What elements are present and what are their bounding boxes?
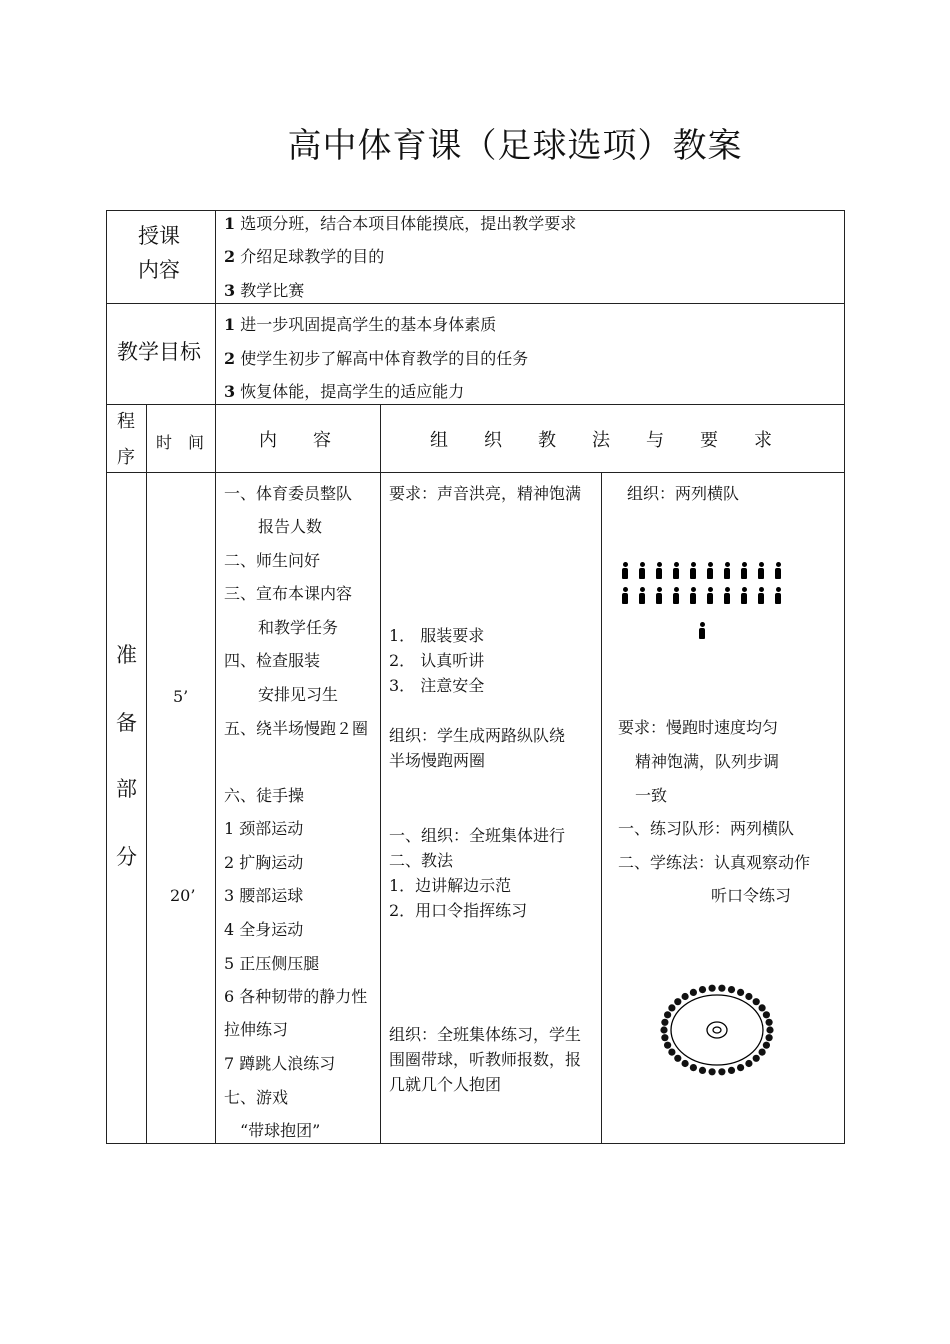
student-dot bbox=[763, 1042, 770, 1049]
method-line: 一、组织：全班集体进行 bbox=[389, 826, 566, 845]
student-icon bbox=[654, 587, 664, 605]
method-line: 1． 服装要求 bbox=[389, 626, 485, 645]
student-icon bbox=[705, 562, 715, 580]
time-value: 5’ bbox=[173, 687, 189, 706]
table-border-right bbox=[844, 210, 845, 1144]
content-line: 1 颈部运动 bbox=[224, 819, 304, 838]
content-line: 二、师生问好 bbox=[224, 551, 321, 570]
content-line: 5 正压侧压腿 bbox=[224, 954, 320, 973]
student-icon bbox=[773, 562, 783, 580]
student-dot bbox=[690, 989, 697, 996]
col-divider bbox=[380, 404, 381, 1144]
formation-row bbox=[620, 562, 790, 582]
content-line: 七、游戏 bbox=[224, 1088, 289, 1107]
content-line: 和教学任务 bbox=[258, 618, 339, 637]
student-dot bbox=[728, 986, 735, 993]
teacher-icon bbox=[697, 622, 707, 640]
section-char: 准 bbox=[116, 643, 137, 667]
row-divider bbox=[106, 472, 845, 473]
content-line: 一、体育委员整队 bbox=[224, 484, 353, 503]
student-dot bbox=[660, 1026, 667, 1033]
student-icon bbox=[688, 562, 698, 580]
section-char: 分 bbox=[116, 845, 137, 869]
time-value: 20’ bbox=[170, 886, 196, 905]
student-dot bbox=[674, 998, 681, 1005]
student-icon bbox=[722, 562, 732, 580]
req-line: 听口令练习 bbox=[711, 886, 792, 905]
student-icon bbox=[671, 562, 681, 580]
col-divider bbox=[146, 404, 147, 1144]
student-icon bbox=[722, 587, 732, 605]
content-item: 1 选项分班，结合本项目体能摸底，提出教学要求 bbox=[224, 214, 577, 233]
content-line: 2 扩胸运动 bbox=[224, 853, 304, 872]
content-item: 2 介绍足球教学的目的 bbox=[224, 247, 385, 266]
student-dot bbox=[737, 1064, 744, 1071]
student-dot bbox=[759, 1049, 766, 1056]
row-divider bbox=[106, 404, 845, 405]
content-line: 4 全身运动 bbox=[224, 920, 304, 939]
method-line: 3． 注意安全 bbox=[389, 676, 485, 695]
student-dot bbox=[682, 993, 689, 1000]
content-label-line1: 授课 bbox=[138, 224, 180, 248]
row-divider bbox=[106, 303, 845, 304]
req-line: 二、学练法：认真观察动作 bbox=[618, 853, 811, 872]
circle-formation-diagram bbox=[658, 982, 776, 1078]
student-dot bbox=[718, 1068, 725, 1075]
student-dot bbox=[682, 1060, 689, 1067]
content-line: 7 蹲跳人浪练习 bbox=[224, 1054, 336, 1073]
method-line: 组织：学生成两路纵队绕 bbox=[389, 726, 566, 745]
content-line: 五、绕半场慢跑２圈 bbox=[224, 719, 369, 738]
student-icon bbox=[637, 587, 647, 605]
method-line: 围圈带球，听教师报数，报 bbox=[389, 1050, 582, 1069]
student-dot bbox=[668, 1049, 675, 1056]
student-icon bbox=[671, 587, 681, 605]
student-icon bbox=[705, 587, 715, 605]
student-dot bbox=[668, 1004, 675, 1011]
req-line: 组织：两列横队 bbox=[627, 484, 740, 503]
student-dot bbox=[766, 1019, 773, 1026]
formation-row bbox=[620, 587, 790, 607]
content-line: 六、徒手操 bbox=[224, 786, 305, 805]
content-line: 拉伸练习 bbox=[224, 1020, 289, 1039]
student-dot bbox=[699, 1067, 706, 1074]
student-icon bbox=[620, 587, 630, 605]
student-icon bbox=[756, 562, 766, 580]
goal-item: 2 使学生初步了解高中体育教学的目的任务 bbox=[224, 349, 529, 368]
header-method: 组 织 教 法 与 要 求 bbox=[430, 430, 772, 451]
method-line: 几就几个人抱团 bbox=[389, 1075, 502, 1094]
section-char: 部 bbox=[116, 777, 137, 801]
content-line: 3 腰部运球 bbox=[224, 886, 304, 905]
table-border-top bbox=[106, 210, 845, 211]
student-dot bbox=[674, 1055, 681, 1062]
content-item: 3 教学比赛 bbox=[224, 281, 305, 300]
section-char: 备 bbox=[116, 711, 137, 735]
student-icon bbox=[773, 587, 783, 605]
student-dot bbox=[759, 1004, 766, 1011]
table-border-left bbox=[106, 210, 107, 1144]
method-line: 半场慢跑两圈 bbox=[389, 751, 486, 770]
student-dot bbox=[753, 998, 760, 1005]
page-title: 高中体育课（足球选项）教案 bbox=[287, 126, 743, 166]
method-line: 2．用口令指挥练习 bbox=[389, 901, 528, 920]
req-line: 精神饱满，队列步调 bbox=[635, 752, 780, 771]
student-dot bbox=[766, 1034, 773, 1041]
header-order-line2: 序 bbox=[117, 447, 135, 468]
content-line: “带球抱团” bbox=[240, 1121, 321, 1140]
col-divider bbox=[215, 404, 216, 1144]
table-border-bottom bbox=[106, 1143, 845, 1144]
student-dot bbox=[753, 1055, 760, 1062]
header-time: 时 间 bbox=[156, 433, 205, 452]
method-line: 组织：全班集体练习，学生 bbox=[389, 1025, 582, 1044]
student-icon bbox=[688, 587, 698, 605]
student-ring bbox=[660, 985, 773, 1076]
student-icon bbox=[739, 562, 749, 580]
student-dot bbox=[709, 985, 716, 992]
student-dot bbox=[661, 1034, 668, 1041]
header-order-line1: 程 bbox=[117, 411, 135, 432]
content-line: 报告人数 bbox=[258, 517, 323, 536]
student-dot bbox=[728, 1067, 735, 1074]
student-dot bbox=[661, 1019, 668, 1026]
student-dot bbox=[699, 986, 706, 993]
student-dot bbox=[664, 1011, 671, 1018]
req-line: 一、练习队形：两列横队 bbox=[618, 819, 795, 838]
goal-item: 1 进一步巩固提高学生的基本身体素质 bbox=[224, 315, 497, 334]
content-line: 三、宣布本课内容 bbox=[224, 584, 353, 603]
student-dot bbox=[763, 1011, 770, 1018]
student-dot bbox=[718, 985, 725, 992]
student-icon bbox=[654, 562, 664, 580]
two-row-formation-diagram bbox=[620, 562, 790, 607]
method-line: 二、教法 bbox=[389, 851, 454, 870]
content-line: 四、检查服装 bbox=[224, 651, 321, 670]
content-line: 6 各种韧带的静力性 bbox=[224, 987, 368, 1006]
req-line: 要求：慢跑时速度均匀 bbox=[618, 718, 779, 737]
method-line: 2． 认真听讲 bbox=[389, 651, 485, 670]
req-line: 一致 bbox=[635, 786, 668, 805]
student-dot bbox=[664, 1042, 671, 1049]
student-dot bbox=[745, 993, 752, 1000]
student-icon bbox=[739, 587, 749, 605]
content-label-line2: 内容 bbox=[138, 258, 180, 282]
col-divider bbox=[601, 472, 602, 1144]
header-content: 内 容 bbox=[259, 430, 331, 451]
student-dot bbox=[690, 1064, 697, 1071]
student-dot bbox=[737, 989, 744, 996]
content-line: 安排见习生 bbox=[258, 685, 339, 704]
student-icon bbox=[620, 562, 630, 580]
student-icon bbox=[637, 562, 647, 580]
student-icon bbox=[756, 587, 766, 605]
goal-item: 3 恢复体能，提高学生的适应能力 bbox=[224, 382, 465, 401]
student-dot bbox=[766, 1026, 773, 1033]
student-dot bbox=[709, 1068, 716, 1075]
goal-label: 教学目标 bbox=[117, 340, 201, 364]
method-line: 1．边讲解边示范 bbox=[389, 876, 512, 895]
student-dot bbox=[745, 1060, 752, 1067]
method-line: 要求：声音洪亮，精神饱满 bbox=[389, 484, 582, 503]
